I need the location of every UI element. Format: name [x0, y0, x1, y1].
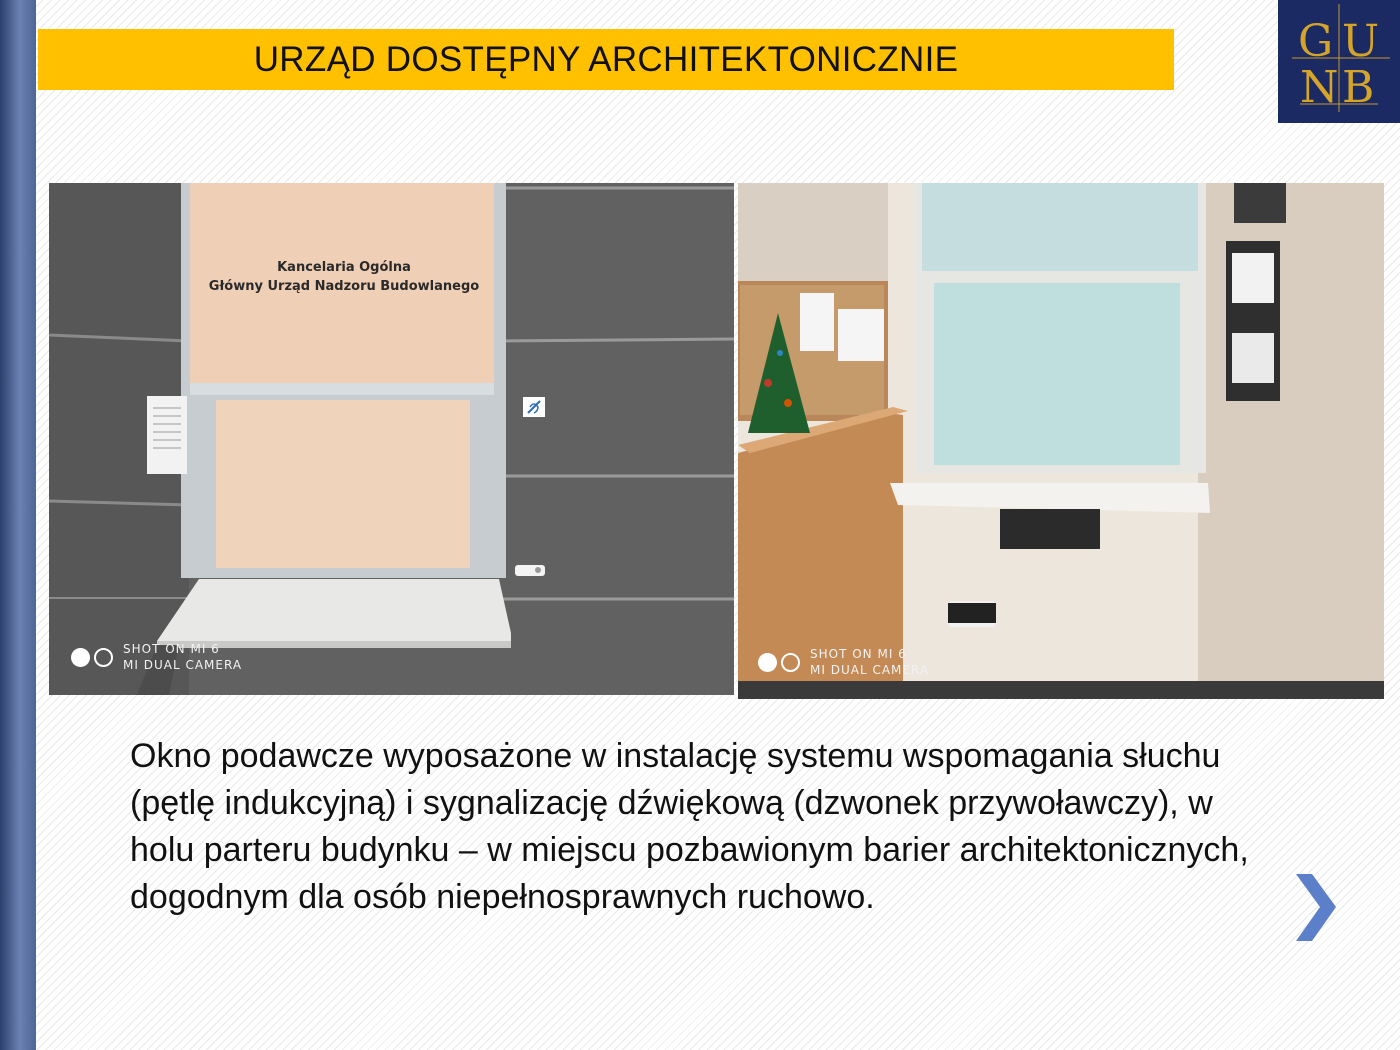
sign-line-1: Kancelaria Ogólna [277, 260, 411, 275]
next-slide-button[interactable] [1290, 870, 1340, 945]
sign-text [199, 258, 489, 296]
svg-text:N: N [1300, 62, 1339, 113]
watermark-line-1: SHOT ON MI 6 [123, 642, 220, 656]
title-banner [38, 29, 1174, 90]
photo-service-window-front [49, 183, 734, 695]
sign-line-2: Główny Urząd Nadzoru Budowlanego [208, 279, 480, 294]
side-accent-bar [0, 0, 36, 1050]
chevron-right-icon [1290, 870, 1340, 945]
slide-body-text: Okno podawcze wyposażone w instalację systemu wspomagania słuchu (pętlę indukcyjną) i sygnalizację dźwiękową (dzwonek przywoławczy), w holu parteru budynku – w miejscu pozbawionym barier architektonicznych, dogodnym dla osób niepełnosprawnych ruchowo. [130, 737, 1249, 916]
watermark-line-1: SHOT ON MI 6 [810, 647, 907, 661]
watermark-line-2: MI DUAL CAMERA [123, 658, 243, 672]
camera-watermark [758, 646, 929, 678]
svg-text:U: U [1342, 16, 1380, 67]
photo-service-window-inside [738, 183, 1384, 699]
page-title: URZĄD DOSTĘPNY ARCHITEKTONICZNIE [253, 39, 959, 79]
camera-watermark [71, 641, 242, 673]
svg-text:B: B [1342, 62, 1375, 113]
svg-text:G: G [1298, 16, 1334, 67]
watermark-line-2: MI DUAL CAMERA [810, 663, 930, 677]
gunb-logo [1278, 0, 1400, 123]
hearing-loop-icon [523, 397, 545, 417]
